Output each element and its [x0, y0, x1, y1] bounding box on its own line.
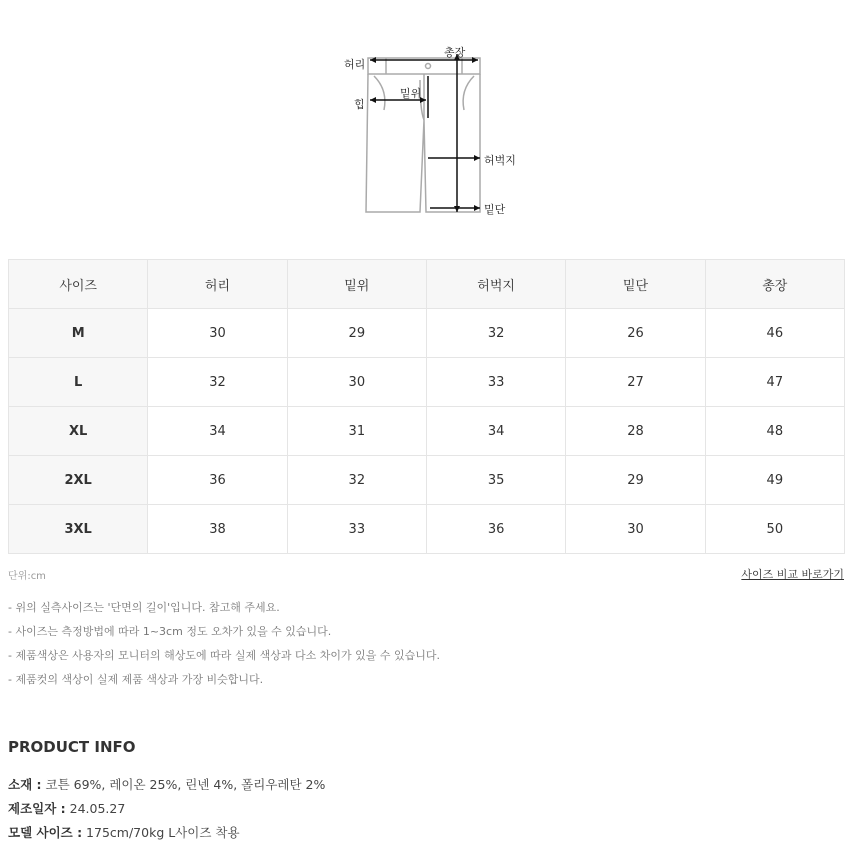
table-cell: 36: [426, 505, 565, 554]
table-cell: 31: [287, 407, 426, 456]
table-row: [9, 407, 845, 456]
table-cell: 27: [566, 358, 705, 407]
table-cell: 35: [426, 456, 565, 505]
table-cell: 38: [148, 505, 287, 554]
model-value: 175cm/70kg L사이즈 착용: [82, 825, 240, 840]
size-cell: 2XL: [9, 456, 148, 505]
table-cell: 49: [705, 456, 844, 505]
table-cell: 29: [287, 309, 426, 358]
table-cell: 34: [148, 407, 287, 456]
col-header: 밑단: [566, 260, 705, 309]
table-row: [9, 505, 845, 554]
diagram-label-rise: 밑위: [400, 87, 422, 100]
col-header: 밑위: [287, 260, 426, 309]
table-cell: 50: [705, 505, 844, 554]
table-cell: 32: [148, 358, 287, 407]
col-header: 사이즈: [9, 260, 148, 309]
table-cell: 28: [566, 407, 705, 456]
table-cell: 30: [287, 358, 426, 407]
table-header-row: [9, 260, 845, 309]
size-cell: M: [9, 309, 148, 358]
table-cell: 46: [705, 309, 844, 358]
size-cell: L: [9, 358, 148, 407]
material-label: 소재 :: [8, 777, 42, 792]
table-row: [9, 456, 845, 505]
table-cell: 32: [426, 309, 565, 358]
date-value: 24.05.27: [65, 801, 126, 816]
unit-label: 단위:cm: [8, 571, 46, 582]
size-cell: XL: [9, 407, 148, 456]
table-cell: 33: [287, 505, 426, 554]
table-cell: 29: [566, 456, 705, 505]
product-info-model: [8, 823, 240, 841]
list-item: - 위의 실측사이즈는 '단면의 길이'입니다. 참고해 주세요.: [8, 601, 280, 614]
table-cell: 30: [148, 309, 287, 358]
col-header: 총장: [705, 260, 844, 309]
diagram-label-length: 총장: [444, 46, 466, 59]
product-info-material: [8, 775, 325, 793]
notes-list: [8, 598, 440, 694]
product-info-title: PRODUCT INFO: [8, 738, 136, 756]
material-value: 코튼 69%, 레이온 25%, 린넨 4%, 폴리우레탄 2%: [41, 777, 326, 792]
product-info-date: [8, 799, 125, 817]
table-cell: 32: [287, 456, 426, 505]
table-cell: 47: [705, 358, 844, 407]
diagram-label-hem: 밑단: [484, 203, 506, 216]
table-row: [9, 358, 845, 407]
date-label: 제조일자 :: [8, 801, 66, 816]
table-row: [9, 309, 845, 358]
table-cell: 34: [426, 407, 565, 456]
list-item: - 제품색상은 사용자의 모니터의 해상도에 따라 실제 색상과 다소 차이가 있을 수 있습니다.: [8, 649, 440, 662]
table-cell: 30: [566, 505, 705, 554]
table-cell: 48: [705, 407, 844, 456]
size-compare-link[interactable]: 사이즈 비교 바로가기: [741, 568, 844, 581]
col-header: 허벅지: [426, 260, 565, 309]
size-table: [8, 259, 845, 554]
size-cell: 3XL: [9, 505, 148, 554]
list-item: - 제품컷의 색상이 실제 제품 색상과 가장 비슷합니다.: [8, 673, 264, 686]
diagram-label-hip: 힙: [354, 98, 365, 111]
model-label: 모델 사이즈 :: [8, 825, 83, 840]
table-cell: 26: [566, 309, 705, 358]
table-cell: 36: [148, 456, 287, 505]
size-diagram: [330, 40, 530, 220]
diagram-label-thigh: 허벅지: [484, 154, 516, 167]
col-header: 허리: [148, 260, 287, 309]
list-item: - 사이즈는 측정방법에 따라 1~3cm 정도 오차가 있을 수 있습니다.: [8, 625, 332, 638]
diagram-label-waist: 허리: [344, 58, 366, 71]
table-cell: 33: [426, 358, 565, 407]
